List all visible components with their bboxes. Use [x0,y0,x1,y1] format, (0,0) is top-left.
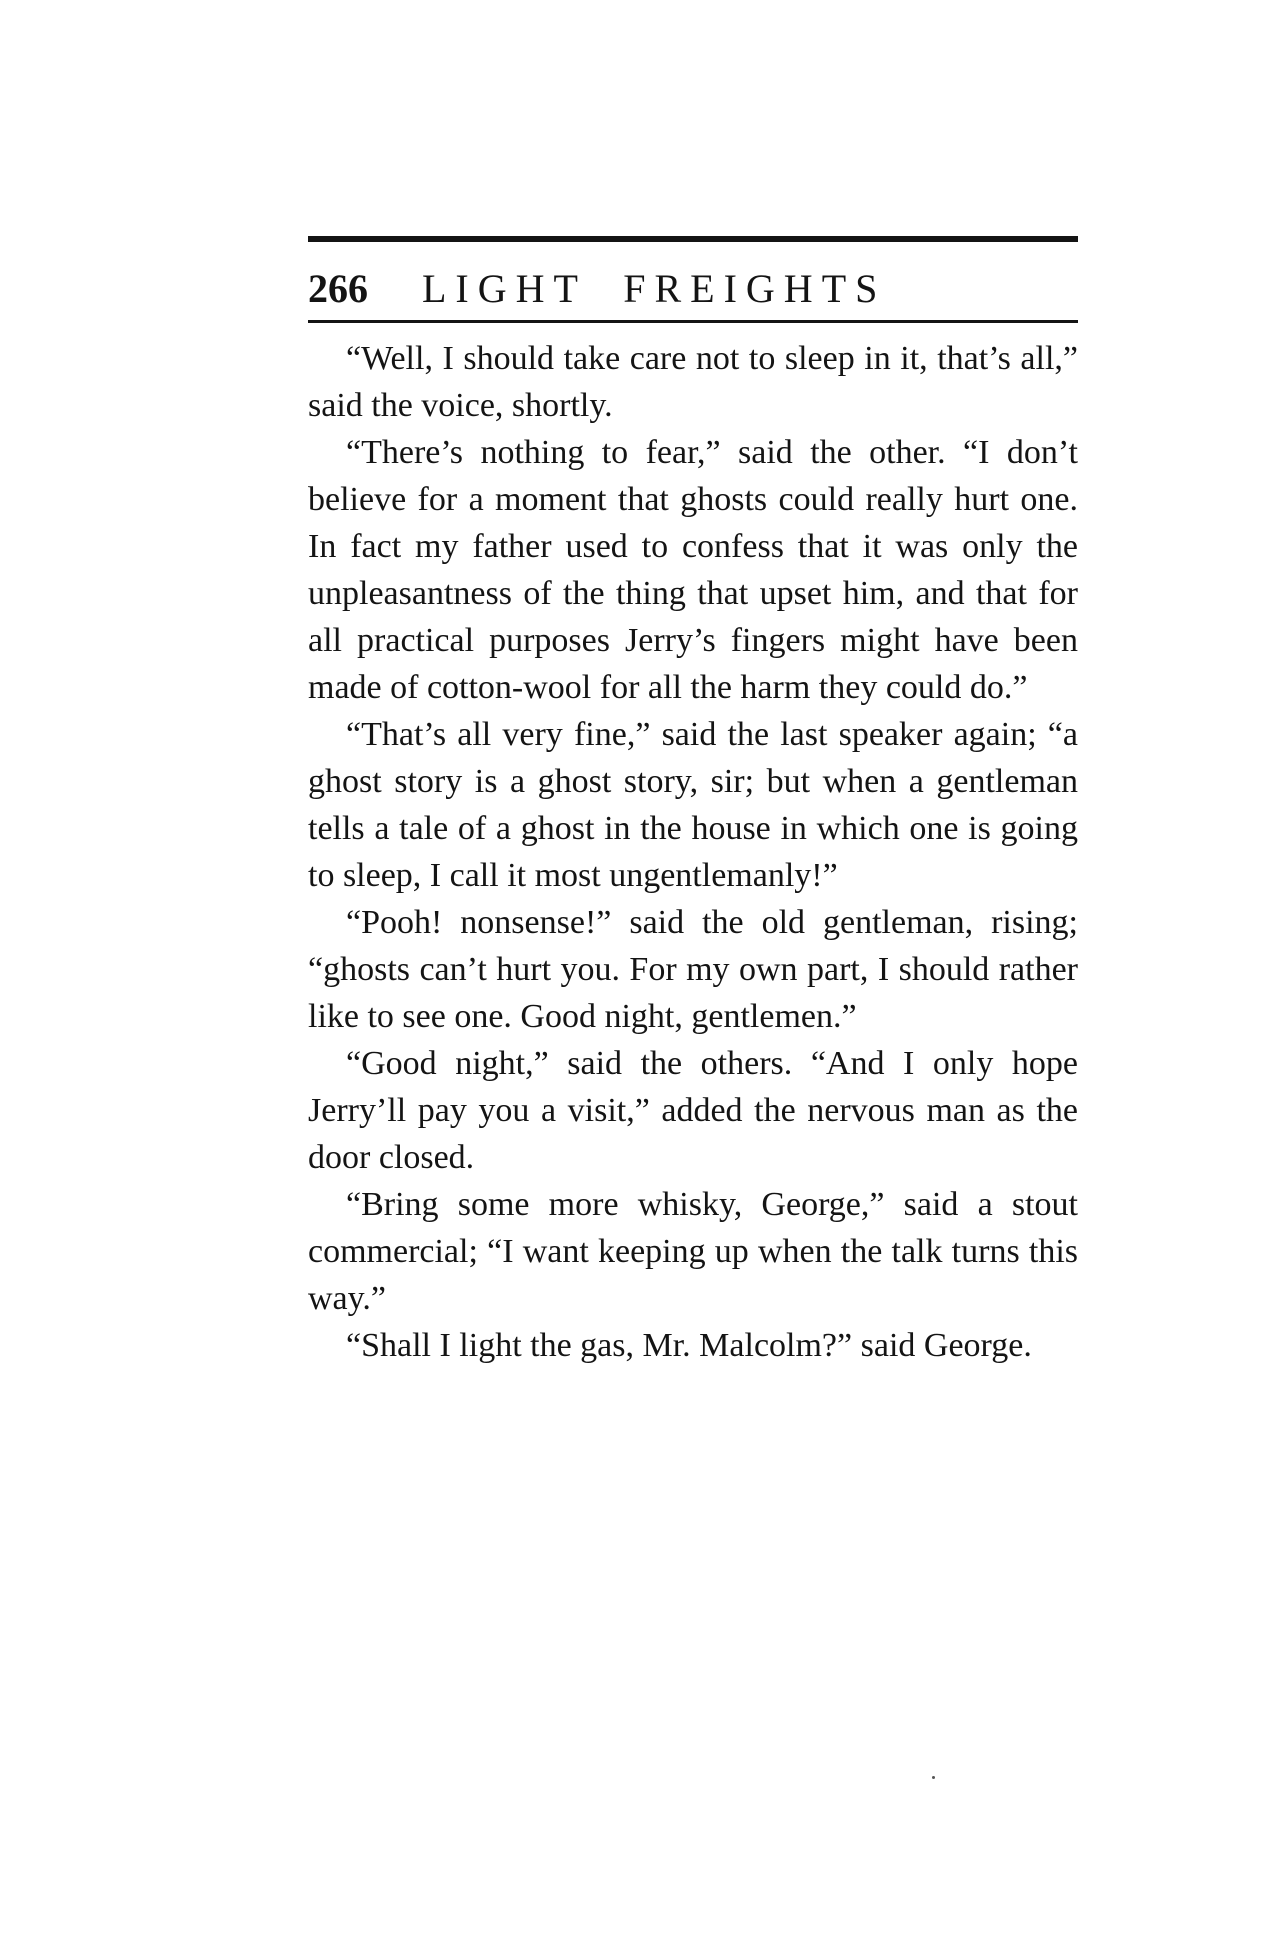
running-head [308,248,1078,320]
paragraph: “Well, I should take care not to sleep in it, that’s all,” said the voice, shortly. [308,340,1078,424]
print-speck [932,1776,935,1779]
body-text [308,335,1078,1369]
paragraph: “That’s all very fine,” said the last speaker again; “a ghost story is a ghost story, sir; but when a gentleman tells a tale of a ghost in the house in which one is going to sleep, I call it most ungentlemanly!” [308,716,1078,894]
paragraph: “Bring some more whisky, George,” said a stout commercial; “I want keeping up when the talk turns this way.” [308,1186,1078,1317]
book-page [308,236,1078,1369]
paragraph: “Pooh! nonsense!” said the old gentleman, rising; “ghosts can’t hurt you. For my own part, I should rather like to see one. Good night, gentlemen.” [308,904,1078,1035]
paragraph: “Shall I light the gas, Mr. Malcolm?” said George. [346,1327,1032,1364]
paragraph: “There’s nothing to fear,” said the other. “I don’t believe for a moment that ghosts could really hurt one. In fact my father used to confess that it was only the unpleasantness of the thing that upset him, and that for all practical purposes Jerry’s fingers might have been made of cotton-wool for all the harm they could do.” [308,434,1078,706]
paragraph: “Good night,” said the others. “And I only hope Jerry’ll pay you a visit,” added the nervous man as the door closed. [308,1045,1078,1176]
page-number: 266 [308,266,368,311]
header-top-rule [308,236,1078,242]
header-bottom-rule [308,320,1078,323]
running-title: LIGHT FREIGHTS [422,266,887,311]
